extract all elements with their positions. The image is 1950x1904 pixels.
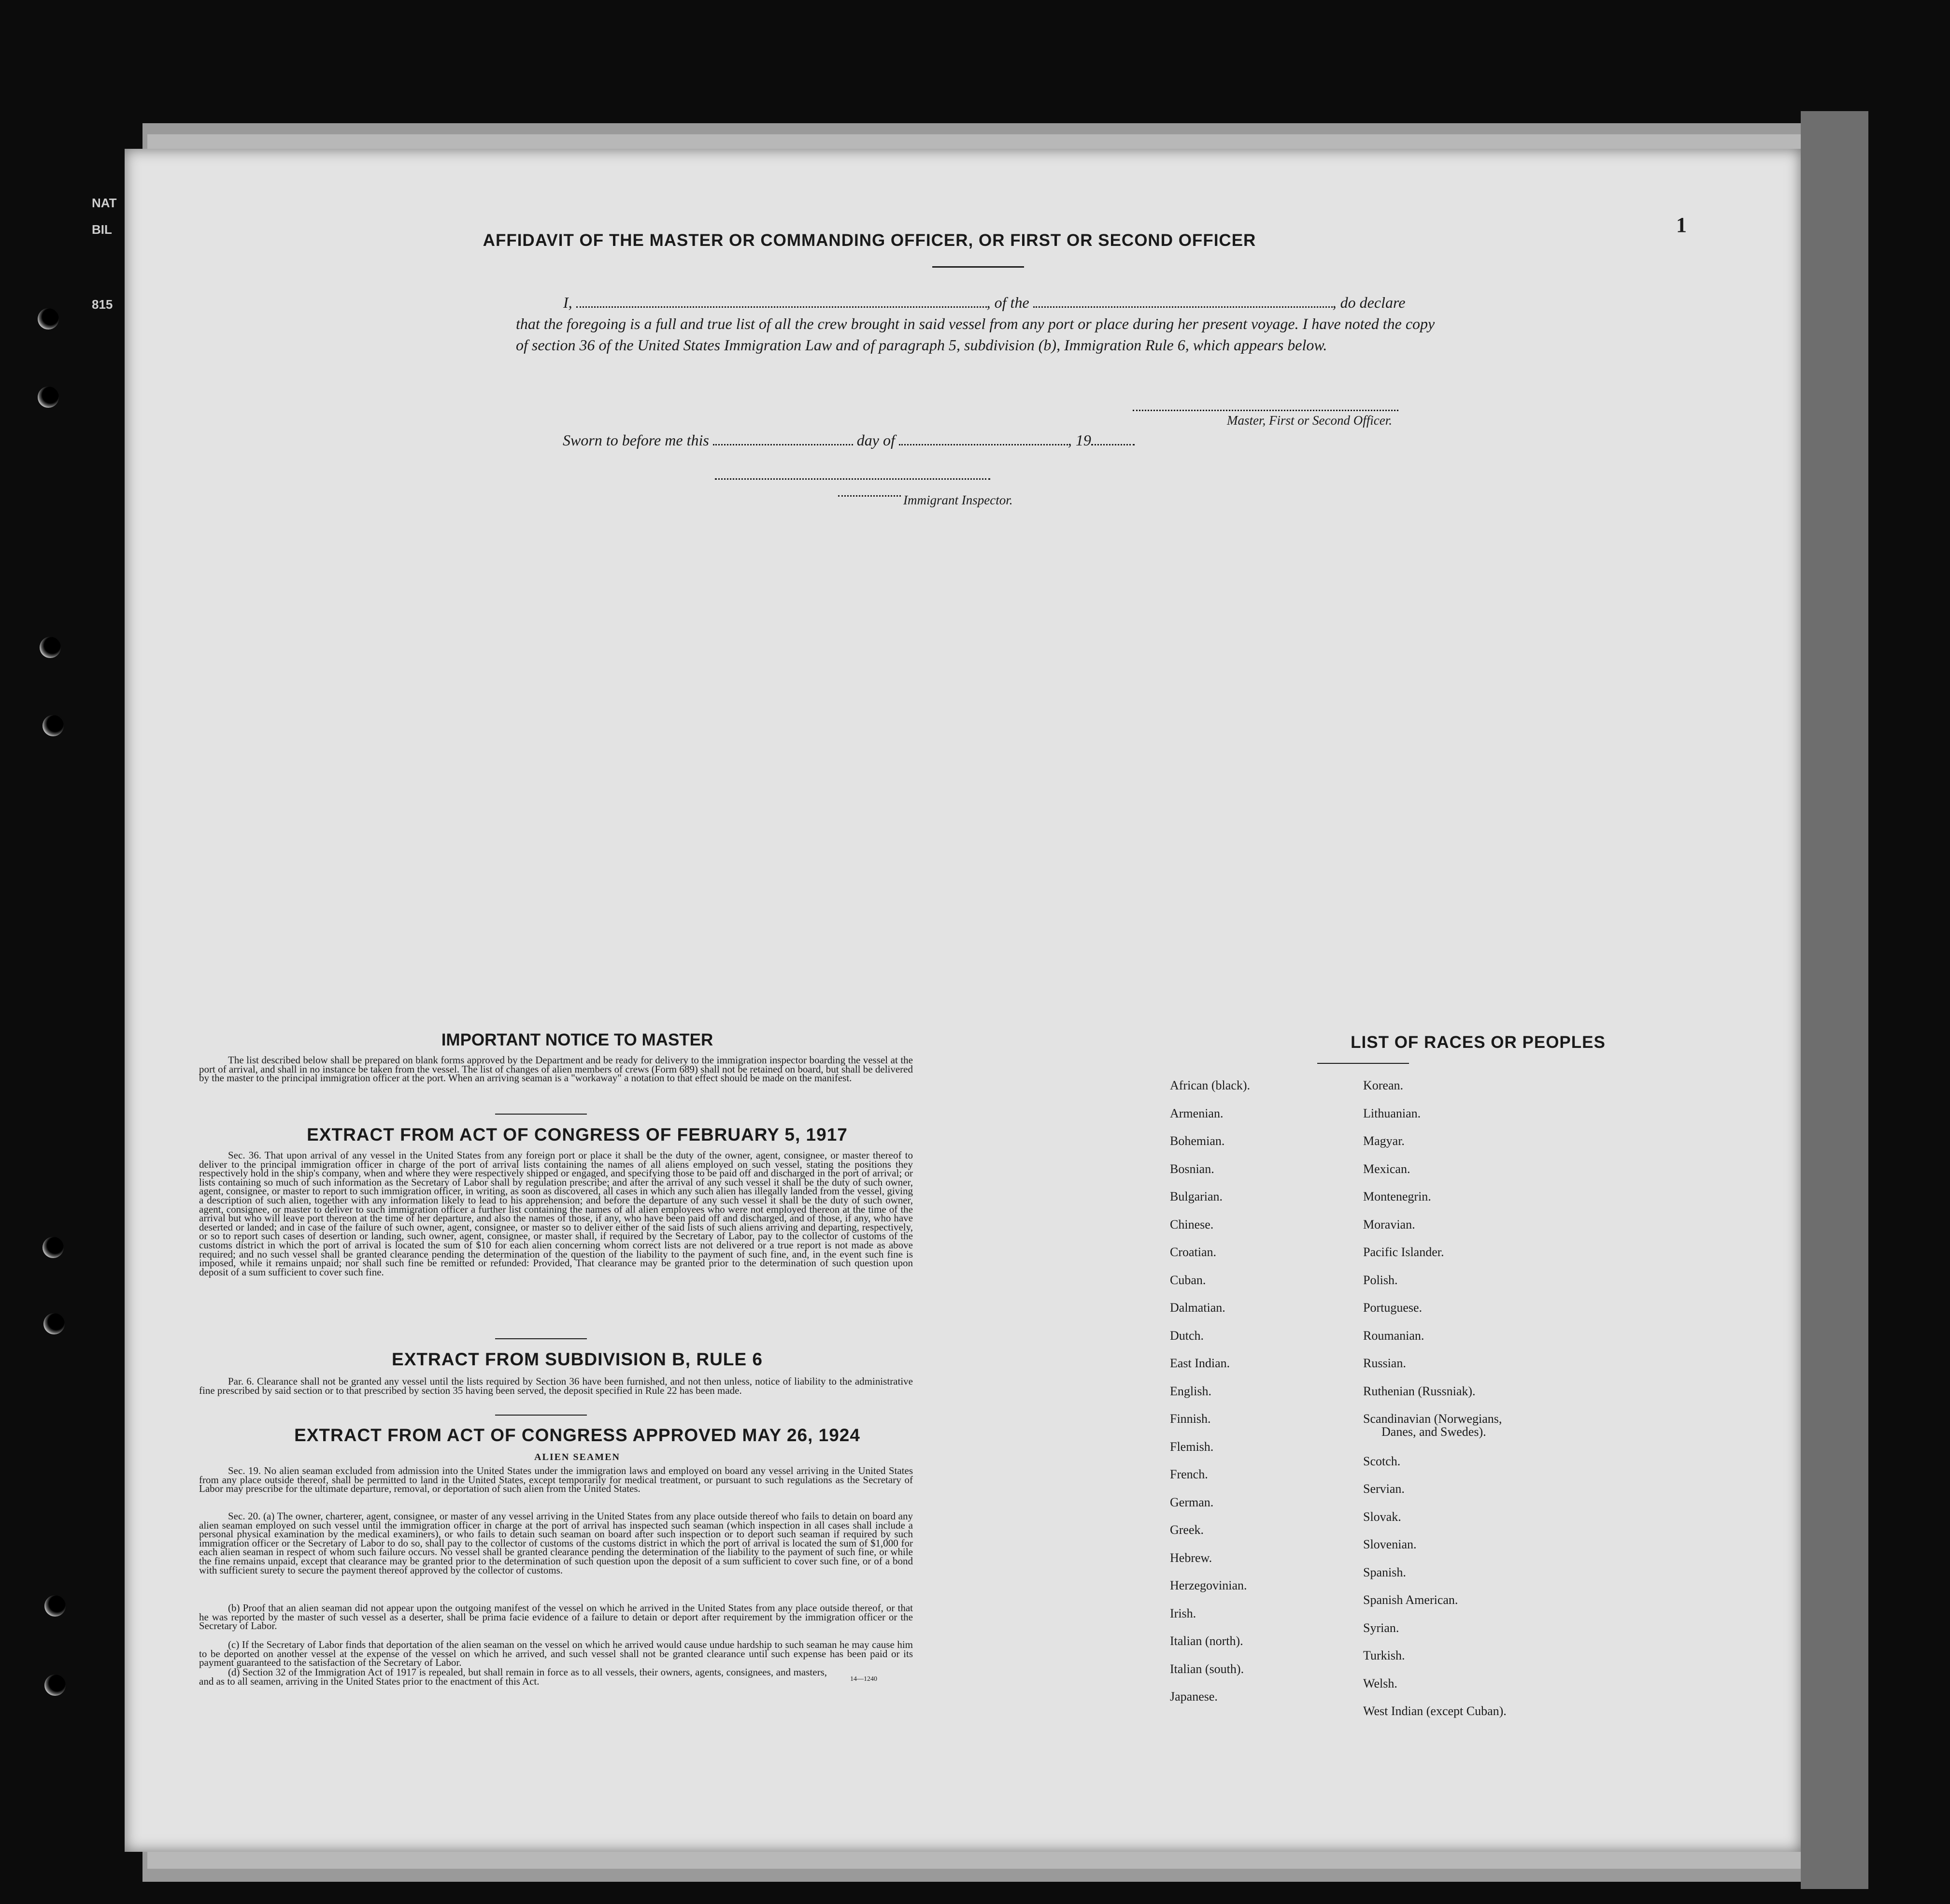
- race-item: Italian (north).: [1170, 1634, 1243, 1648]
- signature-line[interactable]: [1133, 410, 1398, 411]
- race-item: Scandinavian (Norwegians,: [1363, 1412, 1502, 1426]
- extract-1924-sec20c: (c) If the Secretary of Labor finds that deportation of the alien seaman on the vessel on which he arrived would cause undue hardship to such seaman he may cause him to be deported on another vessel at the expense of the vessel on which he arrived, and such vessel shall not be granted clearance until such expense has been paid or its payment guaranteed to the satisfaction of the Secretary of Labor.: [199, 1639, 913, 1669]
- race-item: Chinese.: [1170, 1217, 1214, 1231]
- page-number: 1: [1676, 213, 1687, 237]
- punch-hole-icon: [38, 308, 59, 329]
- race-item: Dalmatian.: [1170, 1301, 1225, 1315]
- title-rule: [932, 266, 1024, 268]
- sworn-line: [563, 430, 1135, 449]
- race-item: Magyar.: [1363, 1134, 1405, 1148]
- section-rule: [495, 1338, 587, 1339]
- sworn-day-field[interactable]: [713, 430, 853, 445]
- race-item: Pacific Islander.: [1363, 1245, 1444, 1259]
- stub-text-bil: BIL: [92, 222, 112, 237]
- race-item: Montenegrin.: [1363, 1189, 1431, 1203]
- race-item: Croatian.: [1170, 1245, 1217, 1259]
- race-item: Italian (south).: [1170, 1661, 1244, 1676]
- race-item: Bohemian.: [1170, 1134, 1225, 1148]
- race-item: Syrian.: [1363, 1620, 1399, 1635]
- vessel-field[interactable]: [1033, 293, 1333, 308]
- race-item: East Indian.: [1170, 1356, 1230, 1370]
- inspector-caption: Immigrant Inspector.: [903, 493, 1013, 507]
- race-item: Spanish American.: [1363, 1593, 1458, 1607]
- race-item: Slovak.: [1363, 1509, 1401, 1524]
- race-item: Korean.: [1363, 1078, 1404, 1092]
- extract-1924-sec20b: (b) Proof that an alien seaman did not appear upon the outgoing manifest of the vessel on which he arrived in the United States from any place outside thereof, or that he was reported by the master of such vessel as a deserter, shall be prima facie evidence of a failure to detain or deport after requirement by the immigration officer or the Secretary of Labor.: [199, 1602, 913, 1632]
- inspector-short-line: [838, 495, 901, 497]
- race-item: Herzegovinian.: [1170, 1578, 1247, 1592]
- notice-text: The list described below shall be prepared on blank forms approved by the Department and be ready for delivery to the immigration inspector boarding the vessel at the port of arrival, and shall in no instance be taken from the vessel. The list of changes of alien members of crews (Form 689) shall not be retained on board, but shall be delivered by the master to the principal immigration officer at the port. When an arriving seaman is a "workaway" a notation to that effect should be made on the manifest.: [199, 1054, 913, 1084]
- race-item: French.: [1170, 1467, 1208, 1481]
- race-item: Armenian.: [1170, 1106, 1224, 1120]
- race-item: Scotch.: [1363, 1454, 1401, 1468]
- extract-1917-title: EXTRACT FROM ACT OF CONGRESS OF FEBRUARY 5, 1917: [307, 1125, 848, 1145]
- punch-hole-icon: [43, 1237, 64, 1258]
- race-item: Mexican.: [1363, 1161, 1410, 1176]
- races-title-rule: [1317, 1063, 1409, 1064]
- race-item: Portuguese.: [1363, 1301, 1423, 1315]
- race-item: Servian.: [1363, 1482, 1405, 1496]
- race-item: Cuban.: [1170, 1273, 1206, 1287]
- document-page: [125, 149, 1801, 1852]
- race-item: Spanish.: [1363, 1565, 1406, 1579]
- race-item: Bosnian.: [1170, 1161, 1214, 1176]
- race-item: Russian.: [1363, 1356, 1406, 1370]
- extract-rule6-text: Par. 6. Clearance shall not be granted any vessel until the lists required by Section 36 have been furnished, and not then unless, notice of liability to the administrative fine prescribed by said section or to that prescribed by section 35 having been served, the deposit specified in Rule 22 has been made.: [199, 1375, 913, 1396]
- sworn-year-field[interactable]: [1091, 430, 1135, 445]
- race-item: Bulgarian.: [1170, 1189, 1223, 1203]
- race-item: Danes, and Swedes).: [1381, 1425, 1486, 1439]
- race-item: Ruthenian (Russniak).: [1363, 1384, 1476, 1398]
- alien-seamen-subtitle: ALIEN SEAMEN: [534, 1452, 620, 1462]
- signature-caption: Master, First or Second Officer.: [1227, 413, 1392, 428]
- day-of-label: day of: [856, 431, 895, 449]
- race-item: Turkish.: [1363, 1648, 1405, 1662]
- punch-hole-icon: [38, 387, 59, 408]
- race-item: Greek.: [1170, 1523, 1204, 1537]
- race-item: Flemish.: [1170, 1439, 1214, 1454]
- race-item: Welsh.: [1363, 1676, 1397, 1690]
- race-item: Polish.: [1363, 1273, 1398, 1287]
- race-item: Moravian.: [1363, 1217, 1415, 1231]
- extract-1924-sec19: Sec. 19. No alien seaman excluded from admission into the United States under the immigration laws and employed on board any vessel arriving in the United States from any place outside thereof, shall be permitted to land in the United States, except temporarily for medical treatment, or pursuant to such regulations as the Secretary of Labor may prescribe for the ultimate departure, removal, or deportation of such alien from the United States.: [199, 1465, 913, 1495]
- race-item: Japanese.: [1170, 1689, 1218, 1704]
- race-item: African (black).: [1170, 1078, 1251, 1092]
- section-rule: [495, 1114, 587, 1115]
- extract-1924-sec20a: Sec. 20. (a) The owner, charterer, agent, consignee, or master of any vessel arriving in the United States from any place outside thereof who fails to detain on board any alien seaman employed on such vessel until the immigration officer in charge at the port of arrival has inspected such seaman (which inspection in all cases shall include a personal physical examination by the medical examiners), or who fails to detain such seaman on board after such inspection or to deport such seaman if required by such immigration officer or the Secretary of Labor to do so, shall pay to the collector of customs of the customs district in which the port of arrival is located the sum of $1,000 for each alien seaman in respect of whom such failure occurs. No vessel shall be granted clearance pending the determination of the liability to the payment of such fine, or while the fine remains unpaid, except that clearance may be granted prior to the determination of such question upon the deposit of a sum sufficient to cover such fine, or of a bond with sufficient surety to secure the payment thereof approved by the collector of customs.: [199, 1510, 913, 1576]
- punch-hole-icon: [43, 1313, 65, 1334]
- extract-1924-sec20d: (d) Section 32 of the Immigration Act of 1917 is repealed, but shall remain in force as to all vessels, their owners, agents, consignees, and masters, and as to all seamen, arriving in the United States prior to the enactment of this Act.: [199, 1666, 827, 1687]
- race-item: Roumanian.: [1363, 1328, 1424, 1343]
- stub-text-nat: NAT: [92, 196, 117, 210]
- race-item: Hebrew.: [1170, 1550, 1212, 1565]
- race-item: Irish.: [1170, 1606, 1196, 1620]
- year-prefix: , 19: [1068, 431, 1091, 449]
- affidavit-body: [516, 292, 1453, 356]
- race-item: Finnish.: [1170, 1412, 1211, 1426]
- race-item: German.: [1170, 1495, 1214, 1509]
- race-item: West Indian (except Cuban).: [1363, 1704, 1507, 1718]
- section-rule: [495, 1415, 587, 1416]
- sworn-month-field[interactable]: [899, 430, 1068, 445]
- punch-hole-icon: [43, 715, 64, 736]
- inspector-signature-line[interactable]: [715, 478, 990, 480]
- extract-rule6-title: EXTRACT FROM SUBDIVISION B, RULE 6: [392, 1349, 763, 1369]
- affidavit-title: AFFIDAVIT OF THE MASTER OR COMMANDING OFFICER, OR FIRST OR SECOND OFFICER: [483, 231, 1256, 250]
- race-item: Dutch.: [1170, 1328, 1204, 1343]
- affidavit-i-label: I,: [563, 294, 572, 311]
- affidavit-of-the-label: , of the: [986, 294, 1029, 311]
- race-item: English.: [1170, 1384, 1211, 1398]
- race-item: Slovenian.: [1363, 1537, 1417, 1551]
- notice-title: IMPORTANT NOTICE TO MASTER: [441, 1031, 713, 1049]
- punch-hole-icon: [44, 1595, 66, 1617]
- races-title: LIST OF RACES OR PEOPLES: [1351, 1033, 1606, 1052]
- sworn-prefix: Sworn to before me this: [563, 431, 709, 449]
- extract-1917-text: Sec. 36. That upon arrival of any vessel in the United States from any foreign port or place it shall be the duty of the owner, agent, consignee, or master thereof to deliver to the principal immigration officer in charge of the port of arrival lists containing the names of all aliens employed on such vessel, stating the positions they respectively hold in the ship's company, when and where they were respectively shipped or engaged, and specifying those to be paid off and discharged in the port of arrival; or lists containing so much of such information as the Secretary of Labor shall by regulation prescribe; and after the arrival of any such vessel it shall be the duty of such owner, agent, consignee, or master to report to such immigration officer, in writing, as soon as discovered, all cases in which any such alien has illegally landed from the vessel, giving a description of such alien, together with any information likely to lead to his apprehension; and before the departure of any such vessel it shall be the duty of such owner, agent, consignee, or master to deliver to such immigration officer a further list containing the names of all alien employees who were not employed thereon at the time of the arrival but who will leave port thereon at the time of her departure, and also the names of those, if any, who have been paid off and discharged, and of those, if any, who have deserted or landed; and in case of the failure of such owner, agent, consignee, or master so to deliver either of the said lists of such aliens arriving and departing, respectively, or so to report such cases of desertion or landing, such owner, agent, consignee, or master shall, if required by the Secretary of Labor, pay to the collector of customs of the customs district in which the port of arrival is located the sum of $10 for each alien concerning whom correct lists are not delivered or a true report is not made as above required; and no such vessel shall be granted clearance pending the determination of the question of the liability to the payment of such fine, and, in the event such fine is imposed, while it remains unpaid; nor shall such fine be remitted or refunded: Provided, That clearance may be granted prior to the determination of such question upon deposit of a sum sufficient to cover such fine.: [199, 1149, 913, 1278]
- race-item: Lithuanian.: [1363, 1106, 1421, 1120]
- affidavit-statement: that the foregoing is a full and true list of all the crew brought in said vessel from any port or place during her present voyage. I have noted the copy of section 36 of the United States Immigration Law and of paragraph 5, subdivision (b), Immigration Rule 6, which appears below.: [516, 315, 1435, 354]
- punch-hole-icon: [40, 637, 61, 658]
- extract-1924-title: EXTRACT FROM ACT OF CONGRESS APPROVED MAY 26, 1924: [294, 1425, 860, 1445]
- form-code: 14—1240: [850, 1675, 877, 1683]
- stub-text-number: 815: [92, 297, 113, 312]
- binding-strip: [1801, 111, 1868, 1889]
- name-field[interactable]: [576, 293, 987, 308]
- affidavit-declare-label: , do declare: [1332, 294, 1406, 311]
- punch-hole-icon: [44, 1675, 66, 1696]
